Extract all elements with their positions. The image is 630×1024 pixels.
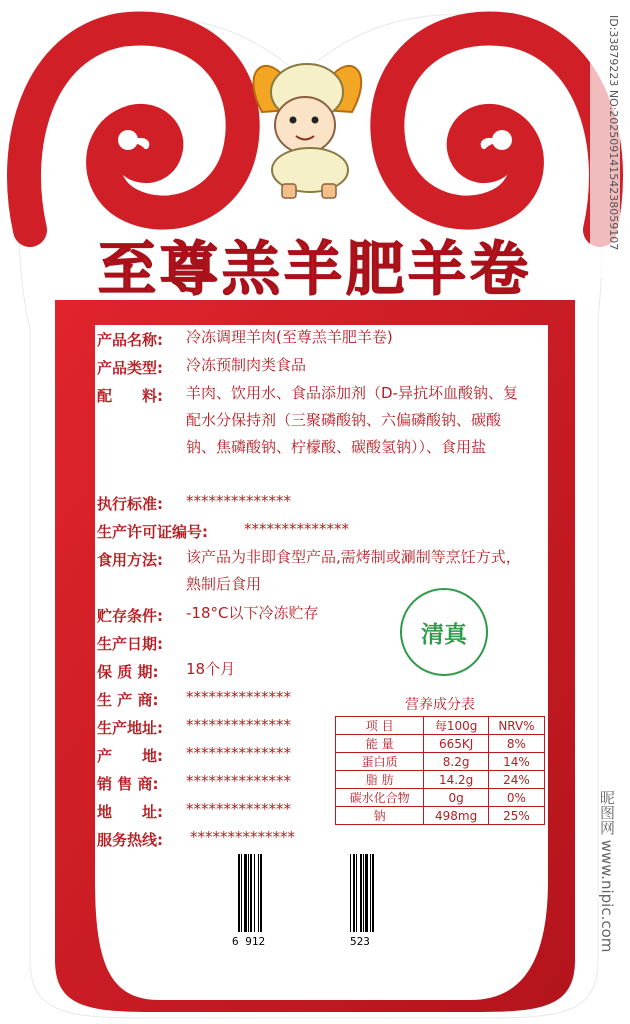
- nutrition-cell: 0g: [424, 789, 489, 807]
- field-value-distributor: **************: [186, 772, 291, 790]
- field-label-standard: 执行标准:: [97, 495, 163, 513]
- nutrition-header: 项 目: [336, 717, 424, 735]
- field-label-ingredients: 配 料:: [97, 387, 163, 405]
- field-label-manufacturer: 生 产 商:: [97, 691, 159, 709]
- field-label-product-type: 产品类型:: [97, 359, 163, 377]
- field-value-storage: -18°C以下冷冻贮存: [186, 604, 319, 622]
- nutrition-cell: 665KJ: [424, 735, 489, 753]
- field-value-hotline: **************: [190, 828, 295, 846]
- nutrition-cell: 能 量: [336, 735, 424, 753]
- field-label-shelf-life: 保 质 期:: [97, 663, 159, 681]
- product-title: 至尊羔羊肥羊卷: [97, 235, 532, 303]
- barcode-bar: [262, 854, 263, 932]
- watermark-id: ID:33879223 NO:20250914154238059107: [590, 15, 620, 277]
- nutrition-cell: 14%: [488, 753, 544, 771]
- nutrition-cell: 蛋白质: [336, 753, 424, 771]
- nutrition-cell: 钠: [336, 807, 424, 825]
- field-label-origin: 产 地:: [97, 747, 163, 765]
- field-label-production-date: 生产日期:: [97, 635, 163, 653]
- barcode-left: [238, 854, 263, 932]
- nutrition-header: NRV%: [488, 717, 544, 735]
- nutrition-cell: 碳水化合物: [336, 789, 424, 807]
- nutrition-title: 营养成分表: [405, 697, 475, 713]
- field-label-distributor: 销 售 商:: [97, 775, 159, 793]
- field-value-product-name: 冷冻调理羊肉(至尊羔羊肥羊卷): [186, 328, 393, 346]
- field-value-shelf-life: 18个月: [186, 660, 236, 678]
- halal-stamp: 清真: [400, 588, 488, 676]
- nutrition-cell: 脂 肪: [336, 771, 424, 789]
- nutrition-cell: 25%: [488, 807, 544, 825]
- nutrition-row: [336, 735, 545, 753]
- field-value-usage: 该产品为非即食型产品,需烤制或涮制等烹饪方式，熟制后食用: [186, 548, 521, 593]
- field-label-license: 生产许可证编号:: [97, 523, 208, 541]
- field-value-product-type: 冷冻预制肉类食品: [186, 356, 307, 374]
- nutrition-row: [336, 753, 545, 771]
- barcode-left-digits: 6 912: [232, 935, 266, 948]
- nutrition-cell: 24%: [488, 771, 544, 789]
- barcode-bar: [372, 854, 374, 932]
- nutrition-cell: 8.2g: [424, 753, 489, 771]
- nutrition-cell: 498mg: [424, 807, 489, 825]
- field-value-license: **************: [244, 520, 349, 538]
- field-label-production-address: 生产地址:: [97, 719, 163, 737]
- field-label-address: 地 址:: [97, 803, 163, 821]
- field-value-production-address: **************: [186, 716, 291, 734]
- nutrition-header-row: [336, 717, 545, 735]
- field-label-usage: 食用方法:: [97, 551, 163, 569]
- nutrition-row: [336, 789, 545, 807]
- nutrition-row: [336, 807, 545, 825]
- nutrition-table: [335, 716, 545, 825]
- nutrition-row: [336, 771, 545, 789]
- barcode-right: [350, 854, 374, 932]
- field-value-manufacturer: **************: [186, 688, 291, 706]
- field-value-ingredients: 羊肉、饮用水、食品添加剂（D-异抗坏血酸钠、复配水分保持剂（三聚磷酸钠、六偏磷酸钠、碳酸钠、焦磷酸钠、柠檬酸、碳酸氢钠））、食用盐: [186, 384, 518, 456]
- nutrition-cell: 8%: [488, 735, 544, 753]
- field-value-origin: **************: [186, 744, 291, 762]
- nutrition-cell: 0%: [488, 789, 544, 807]
- nutrition-cell: 14.2g: [424, 771, 489, 789]
- nutrition-header: 每100g: [424, 717, 489, 735]
- field-value-standard: **************: [186, 492, 291, 510]
- field-label-storage: 贮存条件:: [97, 607, 163, 625]
- barcode-right-digits: 523: [350, 935, 370, 948]
- watermark-site: 昵图网 www.nipic.com: [598, 790, 616, 953]
- field-value-address: **************: [186, 800, 291, 818]
- field-label-product-name: 产品名称:: [97, 331, 163, 349]
- field-label-hotline: 服务热线:: [97, 831, 163, 849]
